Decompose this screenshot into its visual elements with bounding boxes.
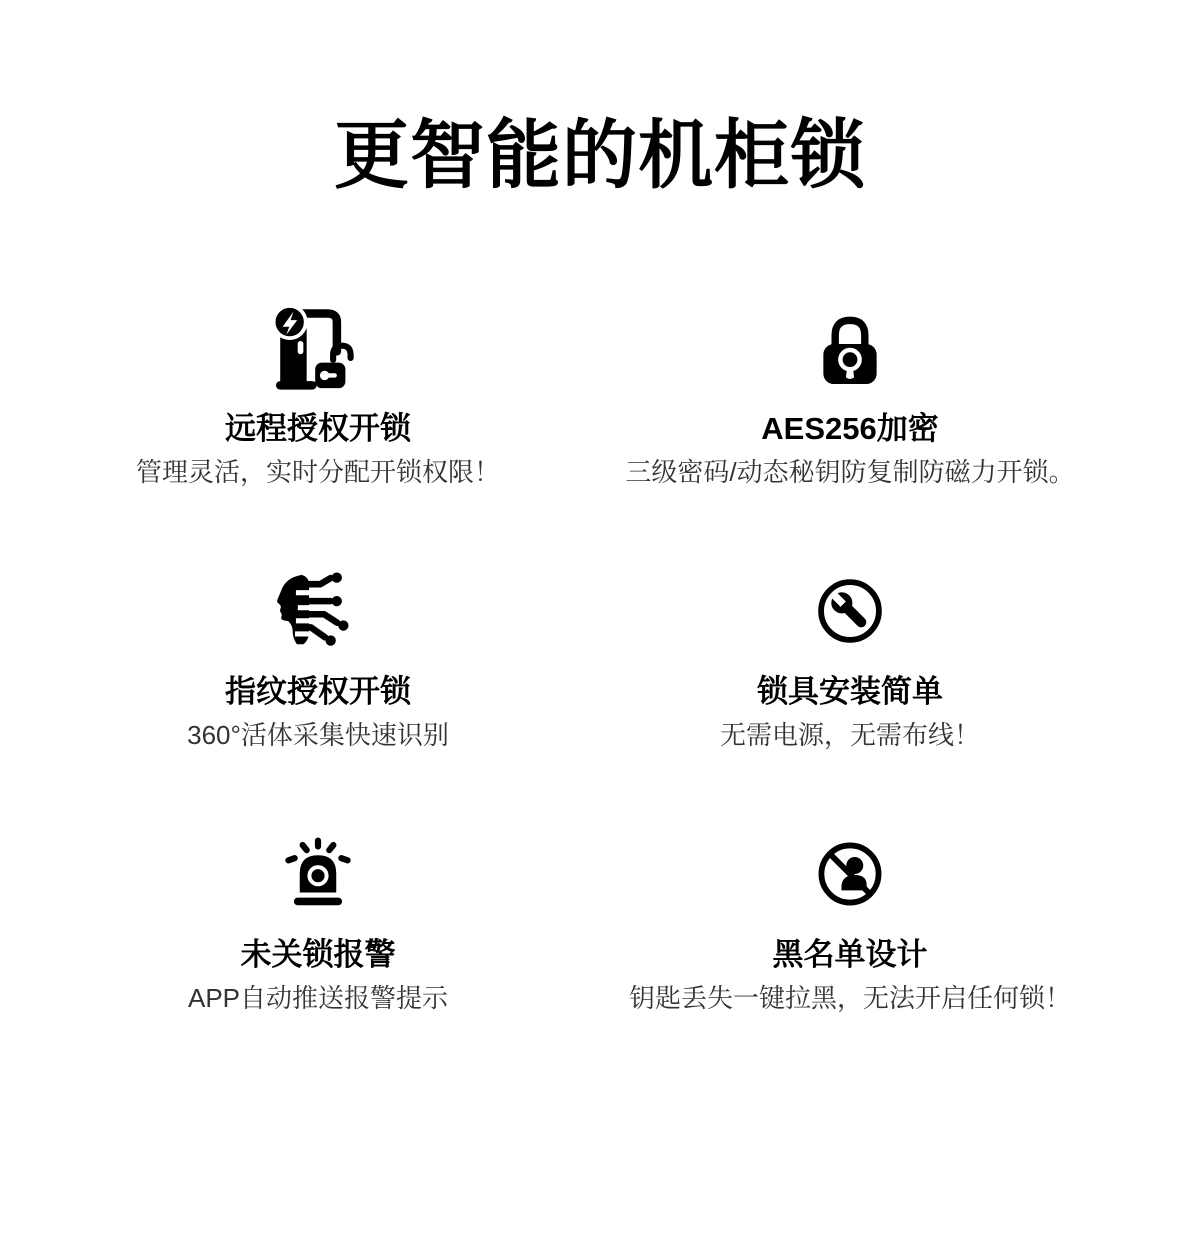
wrench-icon <box>816 577 884 645</box>
ai-head-icon-box <box>52 561 584 661</box>
feature-blacklist <box>584 824 1116 1015</box>
feature-fingerprint-unlock <box>52 561 584 752</box>
feature-title: 指纹授权开锁 <box>225 673 411 709</box>
feature-desc: 无需电源，无需布线！ <box>719 720 980 751</box>
feature-title: 未关锁报警 <box>240 936 396 972</box>
blacklist-user-icon-box <box>584 824 1116 924</box>
wrench-icon-box <box>584 561 1116 661</box>
feature-title: AES256加密 <box>761 411 939 447</box>
blacklist-user-icon <box>816 840 884 908</box>
feature-desc: 三级密码/动态秘钥防复制防磁力开锁。 <box>625 457 1075 488</box>
feature-desc: 360°活体采集快速识别 <box>187 720 449 751</box>
remote-unlock-icon <box>267 301 369 396</box>
feature-desc: 管理灵活，实时分配开锁权限！ <box>135 457 500 488</box>
alarm-icon <box>285 837 351 910</box>
feature-title: 远程授权开锁 <box>225 411 411 447</box>
feature-desc: APP自动推送报警提示 <box>187 982 449 1013</box>
aes256-lock-icon-box <box>584 298 1116 398</box>
feature-unlock-alarm <box>52 824 584 1015</box>
feature-easy-install <box>584 561 1116 752</box>
features-grid <box>52 298 1116 1014</box>
alarm-icon-box <box>52 824 584 924</box>
feature-aes-encryption <box>584 298 1116 489</box>
aes256-lock-icon <box>813 310 887 387</box>
page-title: 更智能的机柜锁 <box>333 113 866 197</box>
remote-unlock-icon-box <box>52 298 584 398</box>
ai-head-icon <box>273 572 363 649</box>
feature-desc: 钥匙丢失一键拉黑，无法开启任何锁！ <box>628 982 1071 1013</box>
feature-title: 黑名单设计 <box>772 936 928 972</box>
feature-title: 锁具安装简单 <box>757 673 943 709</box>
feature-remote-unlock <box>52 298 584 489</box>
